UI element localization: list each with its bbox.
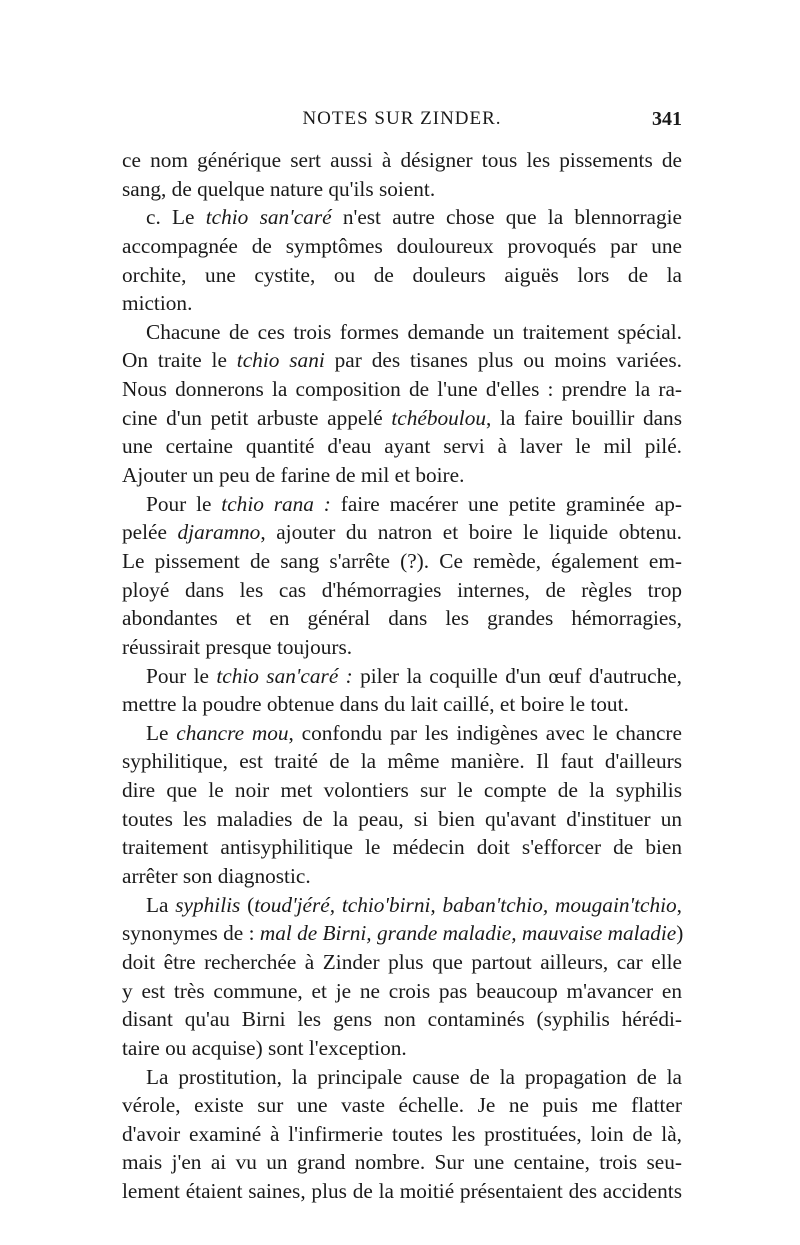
text-segment: Chacune de ces trois formes demande un traitement spécial. — [146, 319, 682, 344]
text-line — [122, 1148, 682, 1177]
text-line — [122, 346, 682, 375]
text-segment: Le pissement de sang s'arrête (?). Ce remède, également em- — [122, 548, 682, 573]
text-segment: c. Le — [146, 205, 206, 230]
text-line — [122, 891, 682, 920]
text-line — [122, 518, 682, 547]
text-segment: Nous donnerons la composition de l'une d'elles : prendre la ra- — [122, 377, 682, 402]
text-segment: , la faire bouillir dans — [486, 405, 682, 430]
text-line — [122, 203, 682, 232]
text-line — [122, 948, 682, 977]
text-segment: abondantes et en général dans les grandes hémorragies, — [122, 606, 682, 631]
text-line — [122, 146, 682, 175]
italic-term: syphilis — [175, 892, 241, 917]
text-segment: par des tisanes plus ou moins variées. — [324, 348, 682, 373]
body-text — [122, 146, 682, 1206]
text-segment: On traite le — [122, 348, 237, 373]
italic-term: mal de Birni, grande maladie, mauvaise maladie — [259, 921, 677, 946]
text-line — [122, 719, 682, 748]
text-segment: La prostitution, la principale cause de la propagation de la — [146, 1064, 682, 1089]
text-line — [122, 375, 682, 404]
italic-term: chancre mou — [176, 720, 289, 745]
text-segment: syphilitique, est traité de la même manière. Il faut d'ailleurs — [122, 749, 682, 774]
italic-term: tchio sani — [236, 348, 325, 373]
text-segment: ployé dans les cas d'hémorragies internes, de règles trop — [122, 577, 682, 602]
text-segment: ) — [676, 921, 684, 946]
text-line — [122, 1177, 682, 1206]
text-segment: faire macérer une petite graminée ap- — [330, 491, 682, 516]
italic-term: tchéboulou — [391, 405, 486, 430]
italic-term: toud'jéré, tchio'birni, baban'tchio, mougain'tchio — [254, 892, 677, 917]
text-line — [122, 318, 682, 347]
text-segment: ce nom générique sert aussi à désigner tous les pissements de — [122, 148, 682, 172]
text-segment: Pour le — [146, 663, 217, 688]
text-segment: dire que le noir met volontiers sur le compte de la syphilis — [122, 778, 682, 803]
text-line — [122, 261, 682, 290]
text-line — [122, 662, 682, 691]
text-line — [122, 833, 682, 862]
text-line — [122, 461, 682, 490]
text-line — [122, 919, 682, 948]
text-line — [122, 432, 682, 461]
text-segment: , — [676, 892, 682, 917]
text-segment: lement étaient saines, plus de la moitié présentaient des accidents — [122, 1179, 682, 1204]
italic-term: tchio san'caré : — [216, 663, 353, 688]
italic-term: djaramno — [177, 520, 261, 545]
text-segment: cine d'un petit arbuste appelé — [122, 405, 392, 430]
running-title: NOTES SUR ZINDER. — [302, 108, 502, 129]
text-segment: La — [146, 892, 176, 917]
text-segment: n'est autre chose que la blennorragie — [331, 205, 683, 230]
text-segment: , ajouter du natron et boire le liquide obtenu. — [260, 520, 682, 545]
text-segment: doit être recherchée à Zinder plus que partout ailleurs, car elle — [122, 949, 682, 974]
text-line — [122, 232, 682, 261]
text-line — [122, 776, 682, 805]
text-line — [122, 547, 682, 576]
text-segment: pelée — [122, 520, 178, 545]
text-segment: arrêter son diagnostic. — [122, 864, 311, 889]
text-line — [122, 690, 682, 719]
italic-term: tchio rana : — [221, 491, 331, 516]
text-segment: disant qu'au Birni les gens non contaminés (syphilis hérédi- — [122, 1007, 682, 1032]
text-segment: mettre la poudre obtenue dans du lait caillé, et boire le tout. — [122, 692, 629, 717]
text-line — [122, 747, 682, 776]
text-segment: réussirait presque toujours. — [122, 634, 353, 659]
text-segment: orchite, une cystite, ou de douleurs aiguës lors de la — [122, 262, 682, 287]
text-line — [122, 862, 682, 891]
text-segment: mais j'en ai vu un grand nombre. Sur une centaine, trois seu- — [122, 1150, 682, 1175]
text-segment: une certaine quantité d'eau ayant servi à laver le mil pilé. — [122, 434, 682, 459]
text-segment: miction. — [122, 291, 193, 316]
text-line — [122, 404, 682, 433]
text-segment: toutes les maladies de la peau, si bien qu'avant d'instituer un — [122, 806, 682, 831]
text-line — [122, 1034, 682, 1063]
text-line — [122, 604, 682, 633]
text-line — [122, 1063, 682, 1092]
page-header — [122, 108, 682, 138]
text-line — [122, 1091, 682, 1120]
text-line — [122, 977, 682, 1006]
text-line — [122, 1120, 682, 1149]
text-segment: ( — [240, 892, 255, 917]
text-segment: vérole, existe sur une vaste échelle. Je ne puis me flatter — [122, 1093, 682, 1118]
page-number: 341 — [652, 108, 682, 130]
text-segment: accompagnée de symptômes douloureux provoqués par une — [122, 233, 682, 258]
text-segment: piler la coquille d'un œuf d'autruche, — [352, 663, 682, 688]
text-segment: , confondu par les indigènes avec le chancre — [288, 720, 682, 745]
text-segment: Pour le — [146, 491, 222, 516]
italic-term: tchio san'caré — [205, 205, 332, 230]
text-line — [122, 490, 682, 519]
text-segment: sang, de quelque nature qu'ils soient. — [122, 176, 436, 201]
text-segment: synonymes de : — [122, 921, 260, 946]
text-segment: d'avoir examiné à l'infirmerie toutes les prostituées, loin de là, — [122, 1121, 682, 1146]
text-segment: y est très commune, et je ne crois pas beaucoup m'avancer en — [122, 978, 682, 1003]
text-line — [122, 576, 682, 605]
text-line — [122, 633, 682, 662]
text-line — [122, 805, 682, 834]
text-line — [122, 289, 682, 318]
text-line — [122, 1005, 682, 1034]
text-line — [122, 175, 682, 204]
text-segment: Ajouter un peu de farine de mil et boire. — [122, 463, 465, 488]
text-segment: taire ou acquise) sont l'exception. — [122, 1035, 407, 1060]
text-segment: Le — [146, 720, 177, 745]
text-segment: traitement antisyphilitique le médecin doit s'efforcer de bien — [122, 835, 682, 860]
